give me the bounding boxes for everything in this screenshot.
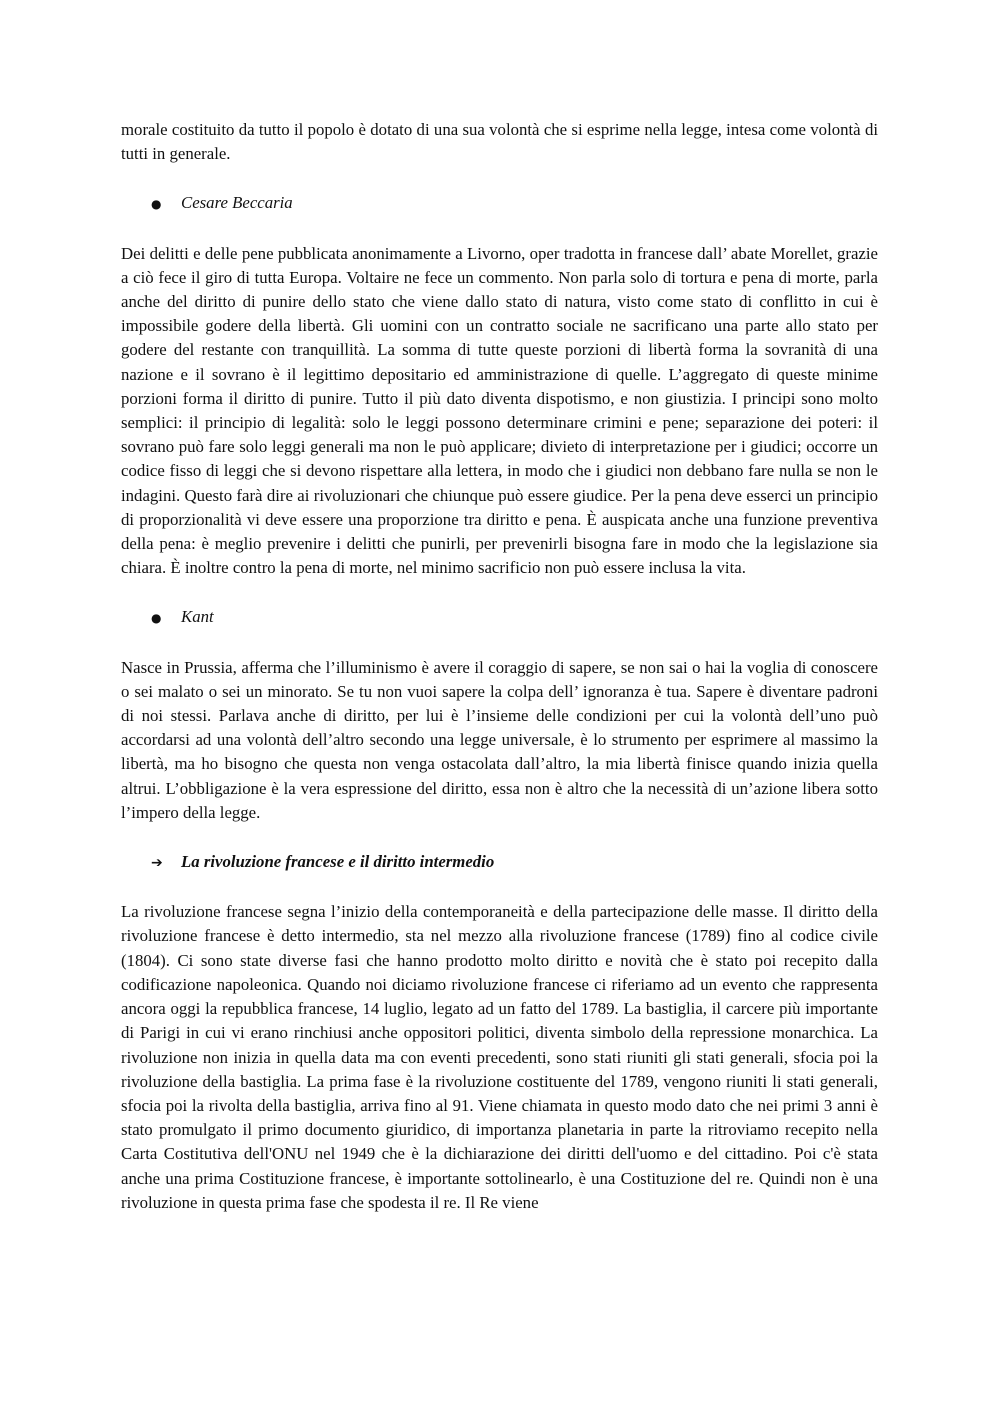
section-heading-label: La rivoluzione francese e il diritto intermedio — [181, 852, 495, 872]
bullet-icon: ● — [151, 611, 162, 626]
bullet-icon: ● — [151, 197, 162, 212]
spacer — [121, 875, 878, 900]
bullet-item-beccaria — [151, 191, 878, 216]
spacer — [121, 580, 878, 605]
spacer — [121, 825, 878, 850]
paragraph-beccaria: Dei delitti e delle pene pubblicata anonimamente a Livorno, oper tradotta in francese dall’ abate Morellet, grazie a ciò fece il giro di tutta Europa. Voltaire ne fece un commento. Non parla solo di tortura e pena di morte, parla anche del diritto di punire dello stato che viene dallo stato di natura, visto come stato di conflitto in cui è impossibile godere della libertà. Gli uomini con un contratto sociale ne sacrificano una parte allo stato per godere del restante con tranquillità. La somma di tutte queste porzioni di libertà forma la sovranità di una nazione e il sovrano è il legittimo depositario ed amministrazione di quelle. L’aggregato di queste minime porzioni forma il diritto di punire. Tutto il più dato diventa dispotismo, e non giustizia. I principi sono molto semplici: il principio di legalità: solo le leggi possono determinare crimini e pene; separazione dei poteri: il sovrano può fare solo leggi generali ma non le può applicare; divieto di interpretazione per i giudici; occorre un codice fisso di leggi che si devono rispettare alla lettera, in modo che i giudici non debbano fare nulla se non le indagini. Questo farà dire ai rivoluzionari che chiunque può essere giudice. Per la pena deve esserci un principio di proporzionalità vi deve essere una proporzione tra diritto e pena. È auspicata anche una funzione preventiva della pena: è meglio prevenire i delitti che punirli, per prevenirli bisogna fare in modo che la legislazione sia chiara. È inoltre contro la pena di morte, nel minimo sacrificio non può essere inclusa la vita. — [121, 243, 878, 578]
document-body — [121, 118, 878, 1215]
section-heading-rivoluzione — [151, 850, 878, 875]
paragraph-rousseau-end: morale costituito da tutto il popolo è dotato di una sua volontà che si esprime nella legge, intesa come volontà di tutti in generale. — [121, 120, 878, 164]
bullet-item-kant — [151, 605, 878, 630]
paragraph-rivoluzione: La rivoluzione francese segna l’inizio della contemporaneità e della partecipazione delle masse. Il diritto della rivoluzione francese è detto intermedio, sta nel mezzo alla rivoluzione francese (1789) fino al codice civile (1804). Ci sono state diverse fasi che hanno prodotto molto diritto e novità che è stato poi recepito dalla codificazione napoleonica. Quando noi diciamo rivoluzione francese ci riferiamo ad un evento che rappresenta ancora oggi la repubblica francese, 14 luglio, legato ad un fatto del 1789. La bastiglia, il carcere più importante di Parigi in cui vi erano rinchiusi anche oppositori politici, diventa simbolo della repressione monarchica. La rivoluzione non inizia in quella data ma con eventi precedenti, sono stati riuniti gli stati generali, sfocia poi la rivoluzione della bastiglia. La prima fase è la rivoluzione costituente del 1789, vengono riuniti li stati generali, sfocia poi la rivolta della bastiglia, arriva fino al 91. Viene chiamata in questo modo dato che nei primi 3 anni è stato promulgato il primo documento giuridico, di importanza planetaria in parte la ritroviamo recepito nella Carta Costitutiva dell'ONU nel 1949 che è la dichiarazione dei diritti dell'uomo e del cittadino. Poi c'è stata anche una prima Costituzione francese, è importante sottolinearlo, è una Costituzione del re. Quindi non è una rivoluzione in questa prima fase che spodesta il re. Il Re viene — [121, 902, 878, 1212]
spacer — [121, 631, 878, 656]
arrow-right-icon: ➔ — [151, 855, 163, 872]
spacer — [121, 217, 878, 242]
bullet-label: Kant — [181, 607, 214, 627]
bullet-label: Cesare Beccaria — [181, 193, 293, 213]
spacer — [121, 166, 878, 191]
paragraph-kant: Nasce in Prussia, afferma che l’illuminismo è avere il coraggio di sapere, se non sai o hai la voglia di conoscere o sei malato o sei un minorato. Se tu non vuoi sapere la colpa dell’ ignoranza è tua. Sapere è diventare padroni di noi stessi. Parlava anche di diritto, per lui è l’insieme delle condizioni per cui la volontà dell’uno può accordarsi ad una volontà dell’altro secondo una legge universale, è lo strumento per esprimere al massimo la libertà, ma ho bisogno che questa non venga ostacolata dall’altro, la mia libertà finisce quando inizia quella altrui. L’obbligazione è la vera espressione del diritto, essa non è altro che la necessità di un’azione libera sotto l’impero della legge. — [121, 657, 878, 822]
